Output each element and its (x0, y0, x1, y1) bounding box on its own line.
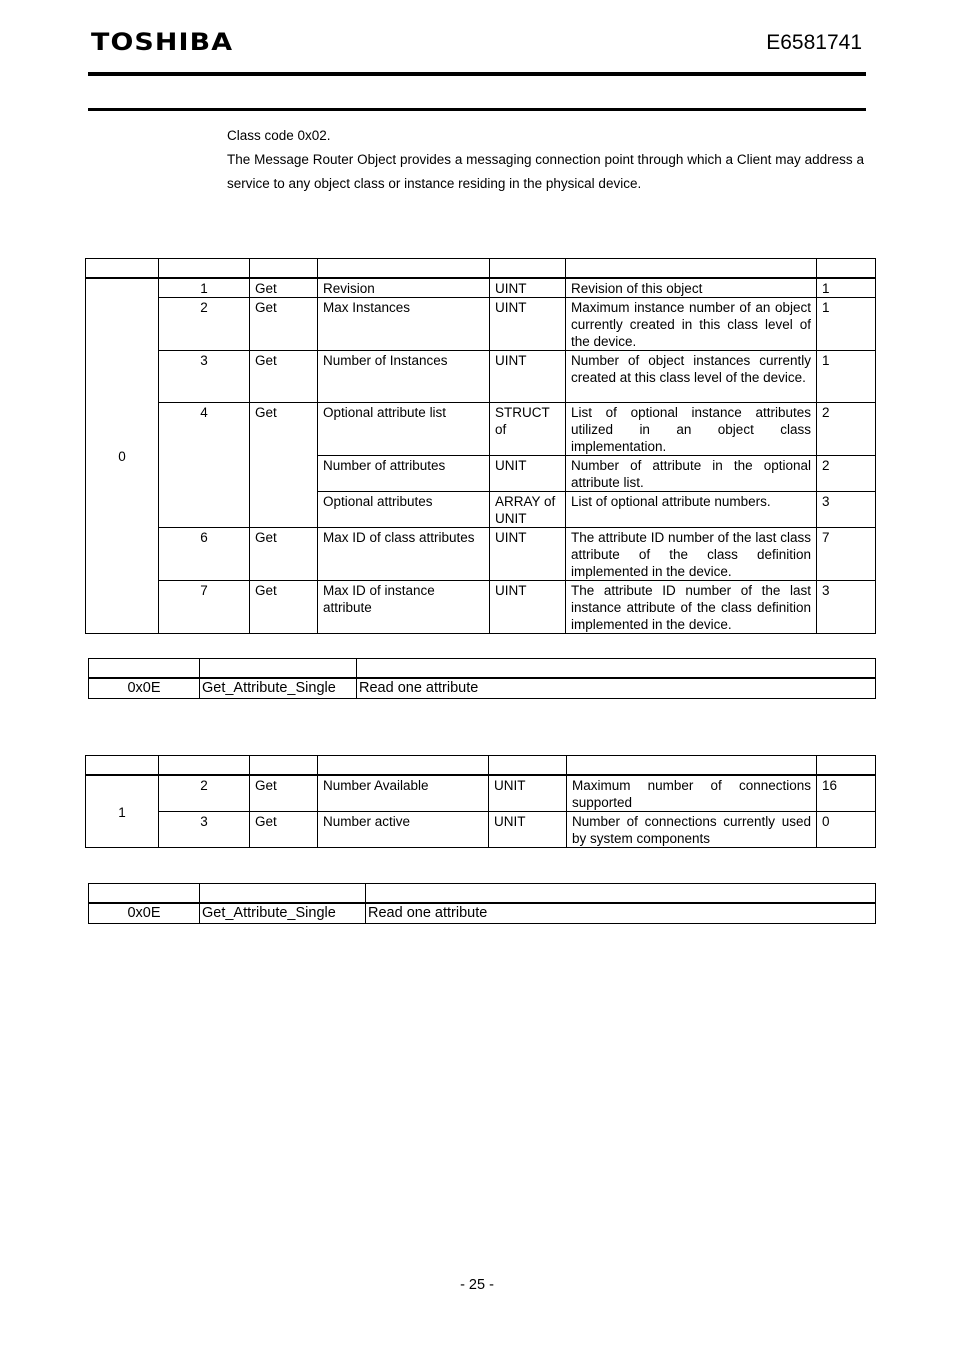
table-row: 4 Get Optional attribute list STRUCT of List of optional instance attributes utilized in an object class implementation. 2 (86, 403, 876, 456)
header-rule (88, 72, 866, 76)
instance-cell: 1 (86, 775, 159, 848)
object-description: The Message Router Object provides a messaging connection point through which a Client may address a service to any object class or instance residing in the physical device. (227, 152, 864, 191)
table-row: 2 Get Max Instances UINT Maximum instance number of an object currently created in this class level of the device. 1 (86, 298, 876, 351)
instance-cell: 0 (86, 278, 159, 634)
intro-text (227, 124, 864, 196)
table-row: 3 Get Number active UNIT Number of connections currently used by system components 0 (86, 812, 876, 848)
class-attribute-table (85, 258, 876, 634)
instance-service-table (88, 883, 876, 924)
instance-attribute-table (85, 755, 876, 848)
table-row: 0x0E Get_Attribute_Single Read one attribute (89, 903, 876, 924)
table-row: Number of attributes UNIT Number of attribute in the optional attribute list. 2 (86, 456, 876, 492)
table-header-row (86, 756, 876, 776)
table-row: 0x0E Get_Attribute_Single Read one attribute (89, 678, 876, 699)
document-number: E6581741 (766, 31, 862, 54)
table-row: Optional attributes ARRAY of UNIT List of optional attribute numbers. 3 (86, 492, 876, 528)
toshiba-logo: TOSHIBA (91, 28, 234, 56)
table-row: 6 Get Max ID of class attributes UINT The attribute ID number of the last class attribute of the class definition implemented in the device. 7 (86, 528, 876, 581)
table-header-row (86, 259, 876, 279)
page-number: - 25 - (460, 1277, 494, 1293)
table-row: 1 2 Get Number Available UNIT Maximum number of connections supported 16 (86, 775, 876, 812)
section-rule (88, 108, 866, 111)
class-code-text: Class code 0x02. (227, 128, 331, 143)
table-header-row (89, 659, 876, 679)
class-service-table (88, 658, 876, 699)
table-row: 3 Get Number of Instances UINT Number of object instances currently created at this class level of the device. 1 (86, 351, 876, 403)
table-row: 0 1 Get Revision UINT Revision of this object 1 (86, 278, 876, 298)
table-header-row (89, 884, 876, 904)
table-row: 7 Get Max ID of instance attribute UINT The attribute ID number of the last instance attribute of the class definition implemented in the device. 3 (86, 581, 876, 634)
